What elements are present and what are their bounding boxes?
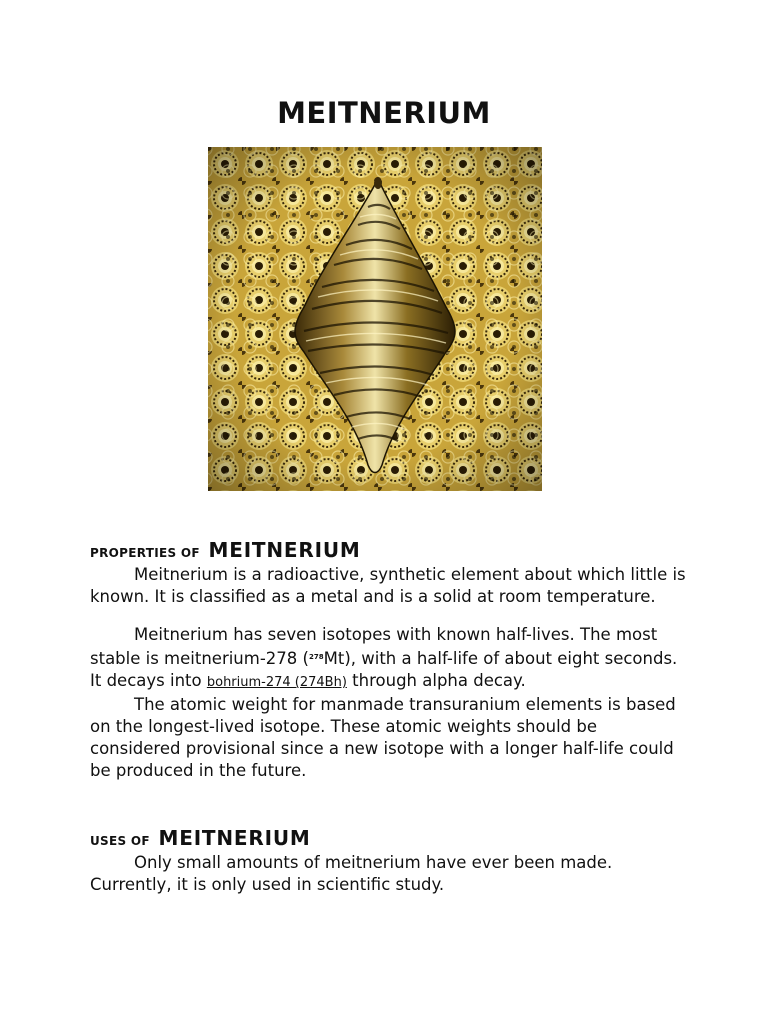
isotope-text-start: Meitnerium has seven isotopes with known half-lives. The most stable is meitnerium-278 ( bbox=[90, 625, 658, 668]
properties-heading bbox=[90, 534, 690, 564]
isotope-text-end: through alpha decay. bbox=[346, 671, 526, 690]
uses-heading-element: MEITNERIUM bbox=[158, 826, 311, 850]
uses-paragraph-1: Only small amounts of meitnerium have ever been made. Currently, it is only used in scientific study. bbox=[90, 853, 613, 894]
properties-paragraph-1: Meitnerium is a radioactive, synthetic element about which little is known. It is classified as a metal and is a solid at room temperature. bbox=[90, 565, 686, 606]
uses-heading-prefix: USES OF bbox=[90, 834, 150, 848]
isotope-text-middle: Mt), with a half-life of about eight seconds. It decays into bbox=[90, 649, 678, 690]
isotope-superscript: 278 bbox=[308, 653, 324, 661]
meitnerium-illustration bbox=[208, 147, 542, 491]
properties-heading-element: MEITNERIUM bbox=[208, 538, 361, 562]
properties-heading-prefix: PROPERTIES OF bbox=[90, 546, 200, 560]
bohrium-reference: bohrium-274 (274Bh) bbox=[206, 675, 347, 690]
gold-spiral-artwork-icon bbox=[208, 147, 542, 491]
uses-section bbox=[90, 822, 690, 896]
page-title: MEITNERIUM bbox=[277, 96, 491, 130]
properties-paragraph-2 bbox=[90, 624, 690, 694]
properties-paragraph-3: The atomic weight for manmade transuranium elements is based on the longest-lived isotope. These atomic weights should be considered provisional since a new isotope with a longer half-life could be produced in the future. bbox=[90, 695, 676, 780]
properties-section bbox=[90, 534, 690, 782]
uses-heading bbox=[90, 822, 690, 852]
